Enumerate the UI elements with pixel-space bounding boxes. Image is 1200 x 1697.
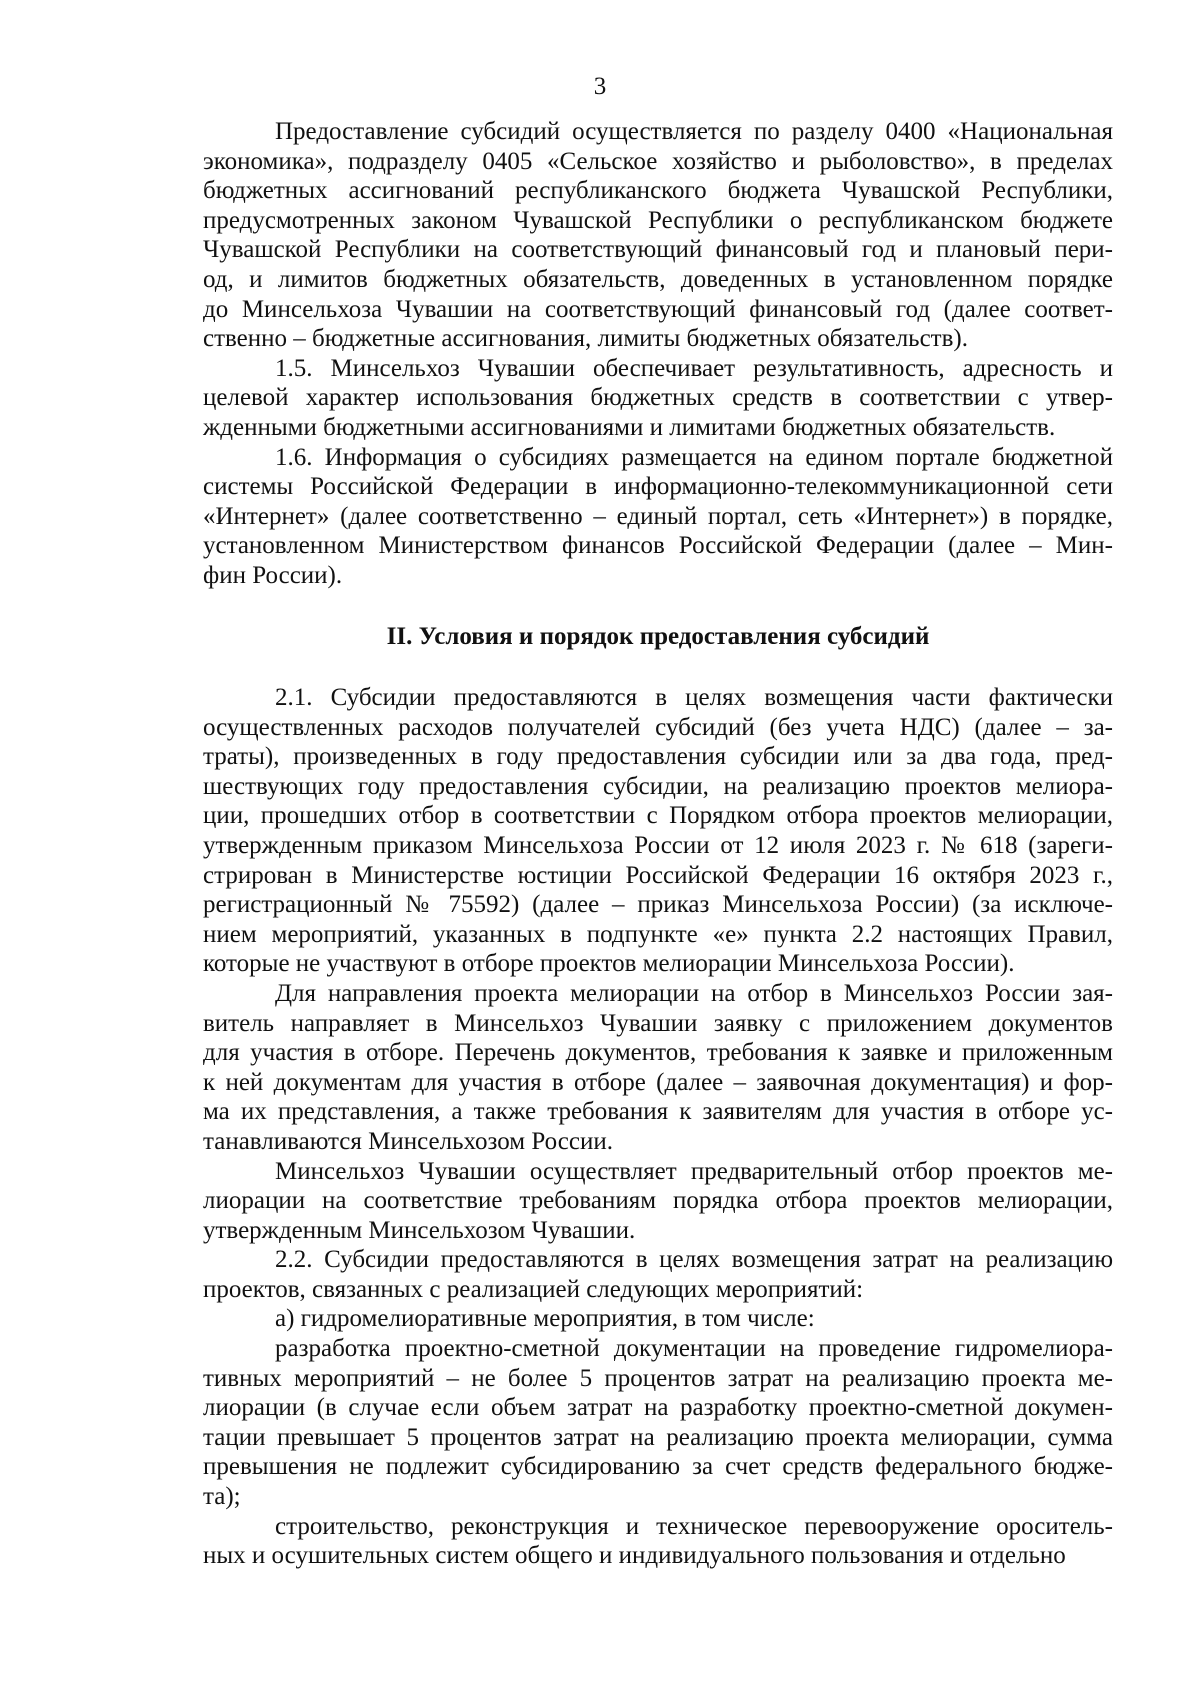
text-line: 2.1. Субсидии предоставляются в целях возмещения части фактически <box>275 684 1113 711</box>
body-text-section-2 <box>203 683 1113 1571</box>
text-line: к ней документам для участия в отборе (далее – заявочная документация) и фор- <box>203 1068 1113 1096</box>
text-line: танавливаются Минсельхозом России. <box>203 1127 613 1155</box>
text-line: экономика», подразделу 0405 «Сельское хозяйство и рыболовство», в пределах <box>203 147 1113 175</box>
text-line: предусмотренных законом Чувашской Республики о республиканском бюджете <box>203 206 1113 234</box>
text-line: нием мероприятий, указанных в подпункте «е» пункта 2.2 настоящих Правил, <box>203 920 1113 948</box>
body-text-section-1 <box>203 117 1113 591</box>
text-line: тивных мероприятий – не более 5 процентов затрат на реализацию проекта ме- <box>203 1364 1113 1392</box>
text-line: жденными бюджетными ассигнованиями и лимитами бюджетных обязательств. <box>203 413 1056 441</box>
text-line: утвержденным Минсельхозом Чувашии. <box>203 1216 636 1244</box>
text-line: од, и лимитов бюджетных обязательств, доведенных в установленном порядке <box>203 265 1113 293</box>
text-line: стрирован в Министерстве юстиции Российской Федерации 16 октября 2023 г., <box>203 861 1113 889</box>
text-line: та); <box>203 1483 241 1511</box>
text-line: лиорации (в случае если объем затрат на разработку проектно-сметной докумен- <box>203 1394 1113 1422</box>
text-line: ции, прошедших отбор в соответствии с Порядком отбора проектов мелиорации, <box>203 802 1113 830</box>
text-line: 2.2. Субсидии предоставляются в целях возмещения затрат на реализацию <box>275 1246 1113 1274</box>
text-line: а) гидромелиоративные мероприятия, в том числе: <box>275 1305 815 1333</box>
text-line: витель направляет в Минсельхоз Чувашии заявку с приложением документов <box>203 1009 1113 1037</box>
text-line: для участия в отборе. Перечень документов, требования к заявке и приложенным <box>203 1039 1113 1067</box>
text-line: шествующих году предоставления субсидии, на реализацию проектов мелиора- <box>203 772 1113 800</box>
page-number: 3 <box>593 73 607 100</box>
text-line: строительство, реконструкция и техническое перевооружение ороситель- <box>275 1512 1113 1540</box>
text-line: «Интернет» (далее соответственно – единый портал, сеть «Интернет») в порядке, <box>203 502 1113 530</box>
text-line: Минсельхоз Чувашии осуществляет предварительный отбор проектов ме- <box>275 1157 1113 1185</box>
text-line: 1.5. Минсельхоз Чувашии обеспечивает результативность, адресность и <box>275 354 1113 382</box>
text-line: осуществленных расходов получателей субсидий (без учета НДС) (далее – за- <box>203 713 1113 741</box>
text-line: разработка проектно-сметной документации на проведение гидромелиора- <box>275 1335 1113 1363</box>
text-line: лиорации на соответствие требованиям порядка отбора проектов мелиорации, <box>203 1187 1113 1215</box>
text-line: системы Российской Федерации в информационно-телекоммуникационной сети <box>203 473 1113 501</box>
text-line: бюджетных ассигнований республиканского бюджета Чувашской Республики, <box>203 177 1113 205</box>
text-line: утвержденным приказом Минсельхоза России от 12 июля 2023 г. № 618 (зареги- <box>203 831 1113 859</box>
text-line: Предоставление субсидий осуществляется по разделу 0400 «Национальная <box>275 118 1113 145</box>
text-line: ственно – бюджетные ассигнования, лимиты бюджетных обязательств). <box>203 325 968 353</box>
text-line: которые не участвуют в отборе проектов мелиорации Минсельхоза России). <box>203 950 1015 978</box>
section-heading: II. Условия и порядок предоставления субсидий <box>386 623 930 650</box>
text-line: ма их представления, а также требования к заявителям для участия в отборе ус- <box>203 1098 1113 1126</box>
text-line: тации превышает 5 процентов затрат на реализацию проекта мелиорации, сумма <box>203 1423 1113 1451</box>
text-line: превышения не подлежит субсидированию за счет средств федерального бюдже- <box>203 1453 1113 1481</box>
text-line: Чувашской Республики на соответствующий финансовый год и плановый пери- <box>203 236 1113 264</box>
text-line: Для направления проекта мелиорации на отбор в Минсельхоз России зая- <box>275 979 1113 1007</box>
text-line: целевой характер использования бюджетных средств в соответствии с утвер- <box>203 384 1113 412</box>
text-line: регистрационный № 75592) (далее – приказ Минсельхоза России) (за исключе- <box>203 891 1113 919</box>
text-line: 1.6. Информация о субсидиях размещается на едином портале бюджетной <box>275 443 1113 471</box>
text-line: установленном Министерством финансов Российской Федерации (далее – Мин- <box>203 532 1113 560</box>
text-line: проектов, связанных с реализацией следующих мероприятий: <box>203 1275 864 1303</box>
text-line: ных и осушительных систем общего и индивидуального пользования и отдельно <box>203 1542 1066 1570</box>
text-line: до Минсельхоза Чувашии на соответствующий финансовый год (далее соответ- <box>203 295 1113 323</box>
text-line: фин России). <box>203 561 343 589</box>
text-line: траты), произведенных в году предоставления субсидии или за два года, пред- <box>203 743 1113 771</box>
